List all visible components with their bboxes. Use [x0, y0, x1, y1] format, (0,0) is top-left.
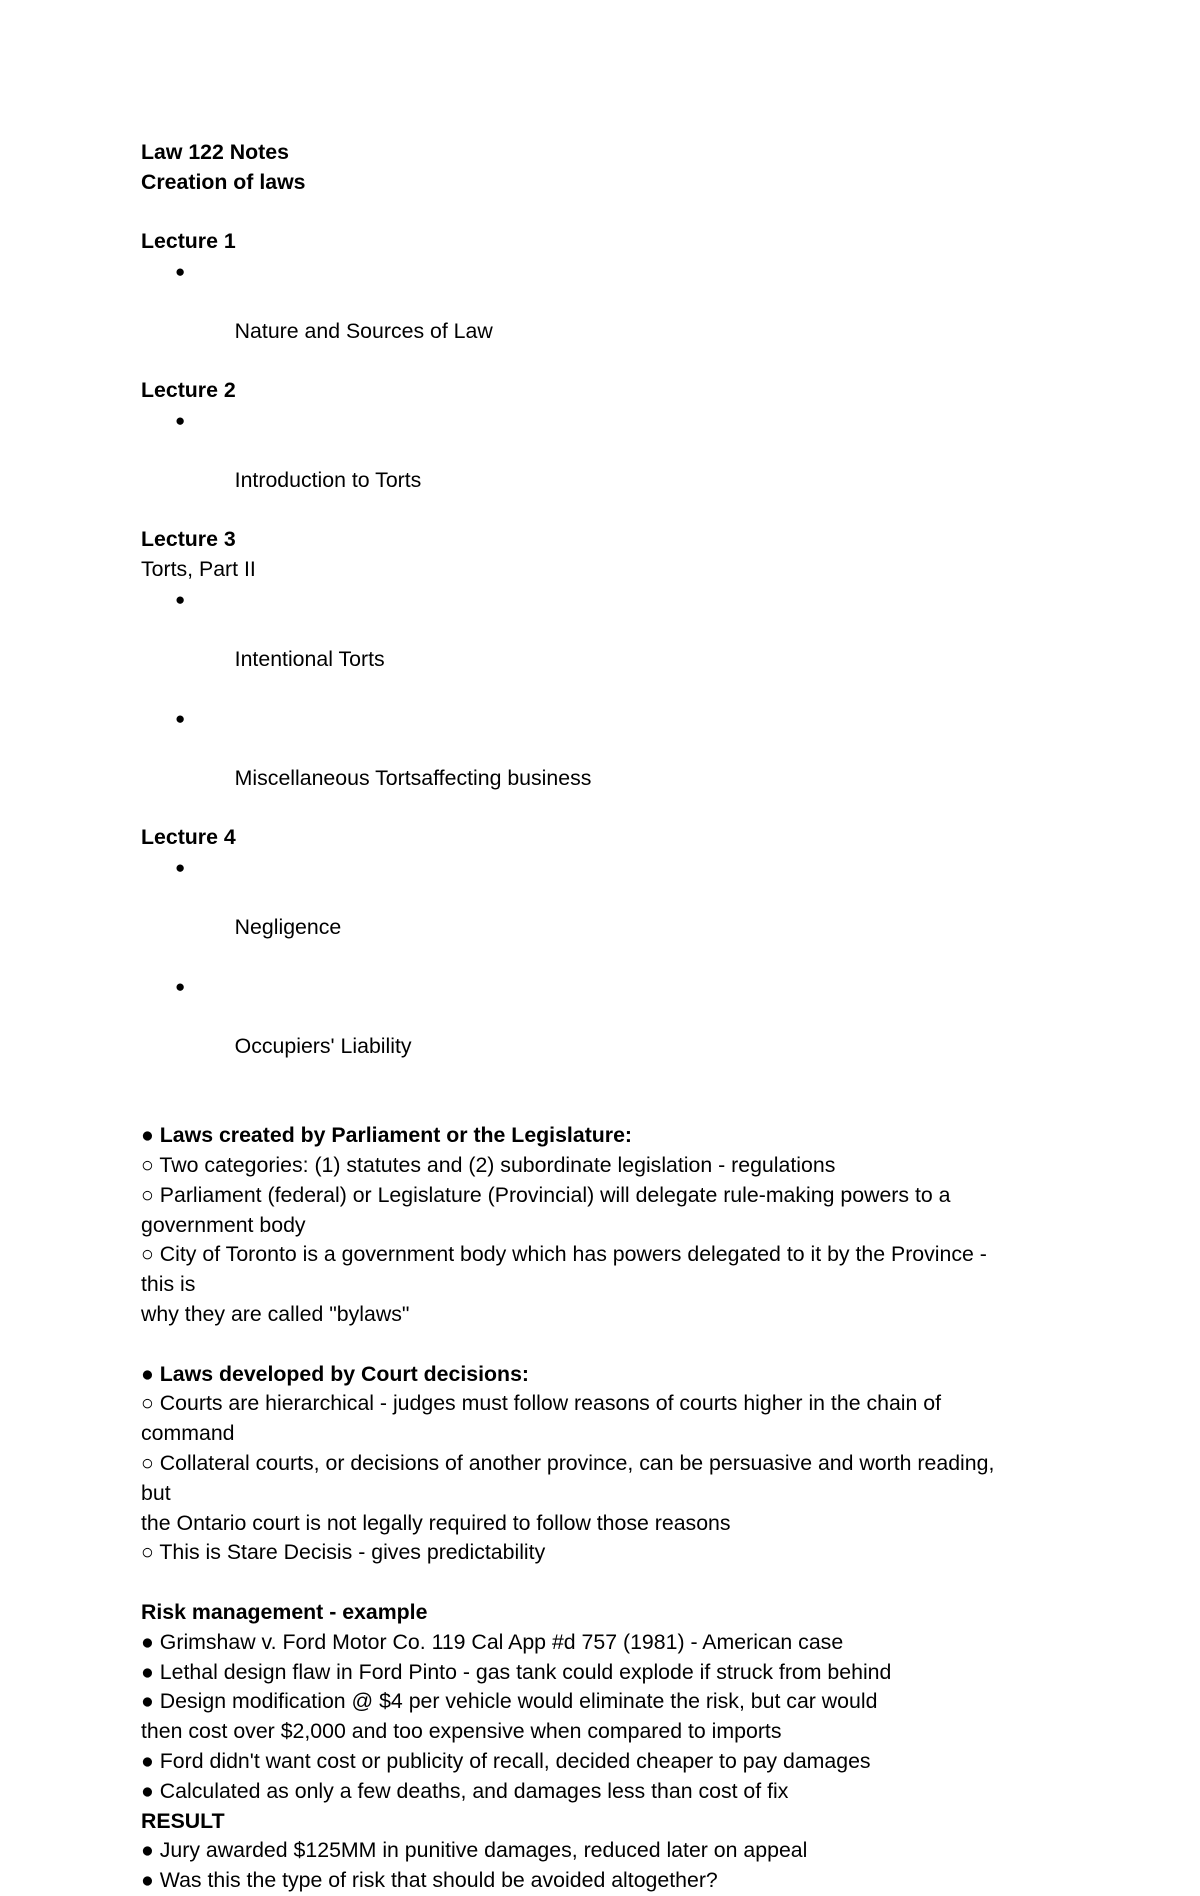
paragraph-line: command [141, 1421, 235, 1446]
paragraph-line: ○ Courts are hierarchical - judges must follow reasons of courts higher in the chain of [141, 1391, 942, 1416]
paragraph-line: then cost over $2,000 and too expensive when compared to imports [141, 1719, 782, 1744]
paragraph-line: ● Lethal design flaw in Ford Pinto - gas tank could explode if struck from behind [141, 1659, 892, 1684]
document-title: Law 122 Notes [141, 140, 289, 164]
bullet-icon: ● [175, 411, 186, 431]
list-item [141, 853, 1061, 972]
lecture-heading: Lecture 4 [141, 825, 236, 850]
spacer [141, 198, 1061, 228]
spacer [141, 1568, 1061, 1598]
paragraph-line: this is [141, 1272, 196, 1297]
list-item [141, 704, 1061, 823]
bullet-icon: ● [175, 977, 186, 997]
list-item [141, 257, 1061, 376]
list-item [141, 972, 1061, 1091]
list-item [141, 406, 1061, 525]
list-item-text: Occupiers' Liability [234, 1033, 412, 1058]
paragraph-line: ● Was this the type of risk that should be avoided altogether? [141, 1868, 718, 1893]
paragraph-line: government body [141, 1212, 306, 1237]
list-item-text: Negligence [234, 914, 342, 939]
paragraph-line: ● Design modification @ $4 per vehicle would eliminate the risk, but car would [141, 1689, 878, 1714]
paragraph-line: ○ Two categories: (1) statutes and (2) subordinate legislation - regulations [141, 1153, 836, 1178]
section-heading-risk: Risk management - example [141, 1600, 428, 1625]
paragraph-line: ○ City of Toronto is a government body which has powers delegated to it by the Province - [141, 1242, 987, 1267]
paragraph-line: ● Ford didn't want cost or publicity of recall, decided cheaper to pay damages [141, 1749, 871, 1774]
paragraph-line: ● Calculated as only a few deaths, and damages less than cost of fix [141, 1778, 789, 1803]
lecture-heading: Lecture 1 [141, 229, 236, 254]
bullet-icon: ● [175, 858, 186, 878]
section-heading-parliament: ● Laws created by Parliament or the Legislature: [141, 1123, 633, 1148]
paragraph-line: but [141, 1480, 171, 1505]
spacer [141, 1330, 1061, 1360]
bullet-icon: ● [175, 262, 186, 282]
bullet-icon: ● [175, 589, 186, 609]
lecture-heading: Lecture 3 [141, 527, 236, 552]
lecture-heading: Lecture 2 [141, 378, 236, 403]
paragraph-line: ● Jury awarded $125MM in punitive damages, reduced later on appeal [141, 1838, 808, 1863]
document-page [141, 138, 1061, 1896]
bullet-icon: ● [175, 709, 186, 729]
list-item-text: Introduction to Torts [234, 467, 422, 492]
document-subtitle: Creation of laws [141, 169, 306, 194]
paragraph-line: why they are called "bylaws" [141, 1302, 410, 1327]
paragraph-line: ○ Collateral courts, or decisions of another province, can be persuasive and worth reading, [141, 1451, 995, 1476]
lecture-subtitle: Torts, Part II [141, 557, 256, 582]
list-item-text: Intentional Torts [234, 646, 385, 671]
result-heading: RESULT [141, 1808, 225, 1833]
list-item-text: Nature and Sources of Law [234, 318, 493, 343]
paragraph-line: ○ Parliament (federal) or Legislature (Provincial) will delegate rule-making powers to a [141, 1182, 951, 1207]
spacer [141, 1092, 1061, 1122]
list-item [141, 585, 1061, 704]
paragraph-line: ● Grimshaw v. Ford Motor Co. 119 Cal App #d 757 (1981) - American case [141, 1629, 844, 1654]
section-heading-courts: ● Laws developed by Court decisions: [141, 1361, 530, 1386]
paragraph-line: the Ontario court is not legally required to follow those reasons [141, 1510, 731, 1535]
paragraph-line: ○ This is Stare Decisis - gives predictability [141, 1540, 546, 1565]
list-item-text: Miscellaneous Tortsaffecting business [234, 765, 592, 790]
